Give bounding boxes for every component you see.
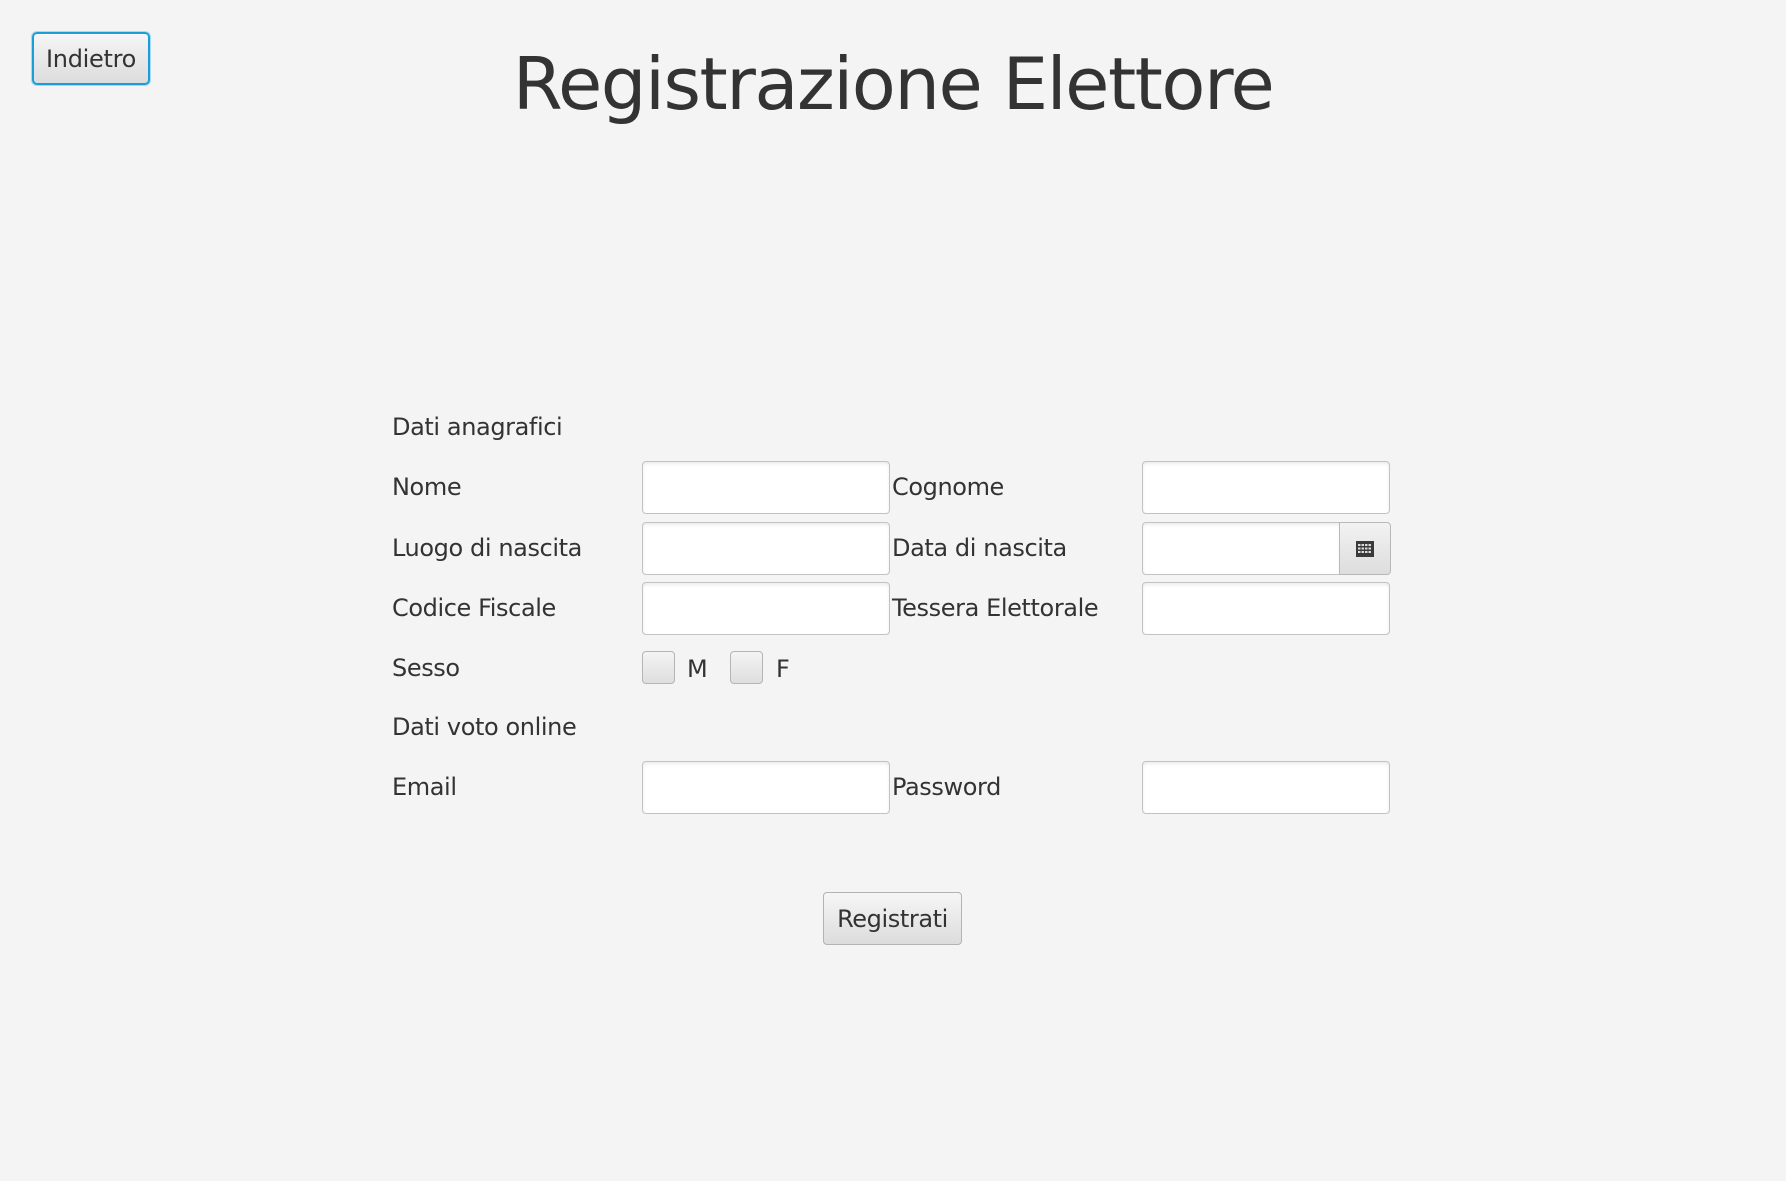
data-nascita-label: Data di nascita [892,534,1067,562]
tessera-elettorale-input[interactable] [1142,582,1390,635]
data-nascita-input[interactable] [1142,522,1340,575]
tessera-elettorale-label: Tessera Elettorale [892,594,1099,622]
registrati-button[interactable]: Registrati [823,892,962,945]
sesso-m-checkbox[interactable] [642,651,675,684]
page-title: Registrazione Elettore [512,42,1274,126]
luogo-nascita-input[interactable] [642,522,890,575]
calendar-button[interactable] [1339,522,1391,575]
sesso-f-checkbox[interactable] [730,651,763,684]
cognome-label: Cognome [892,473,1004,501]
email-input[interactable] [642,761,890,814]
nome-label: Nome [392,473,462,501]
section-online-vote-heading: Dati voto online [392,713,577,741]
sesso-label: Sesso [392,654,460,682]
section-personal-data-heading: Dati anagrafici [392,413,563,441]
codice-fiscale-input[interactable] [642,582,890,635]
calendar-icon [1356,541,1374,557]
luogo-nascita-label: Luogo di nascita [392,534,582,562]
password-input[interactable] [1142,761,1390,814]
password-label: Password [892,773,1001,801]
data-nascita-picker [1142,522,1391,575]
nome-input[interactable] [642,461,890,514]
sesso-m-label: M [687,655,708,683]
email-label: Email [392,773,457,801]
back-button[interactable]: Indietro [32,32,150,85]
sesso-f-label: F [776,655,790,683]
cognome-input[interactable] [1142,461,1390,514]
codice-fiscale-label: Codice Fiscale [392,594,556,622]
